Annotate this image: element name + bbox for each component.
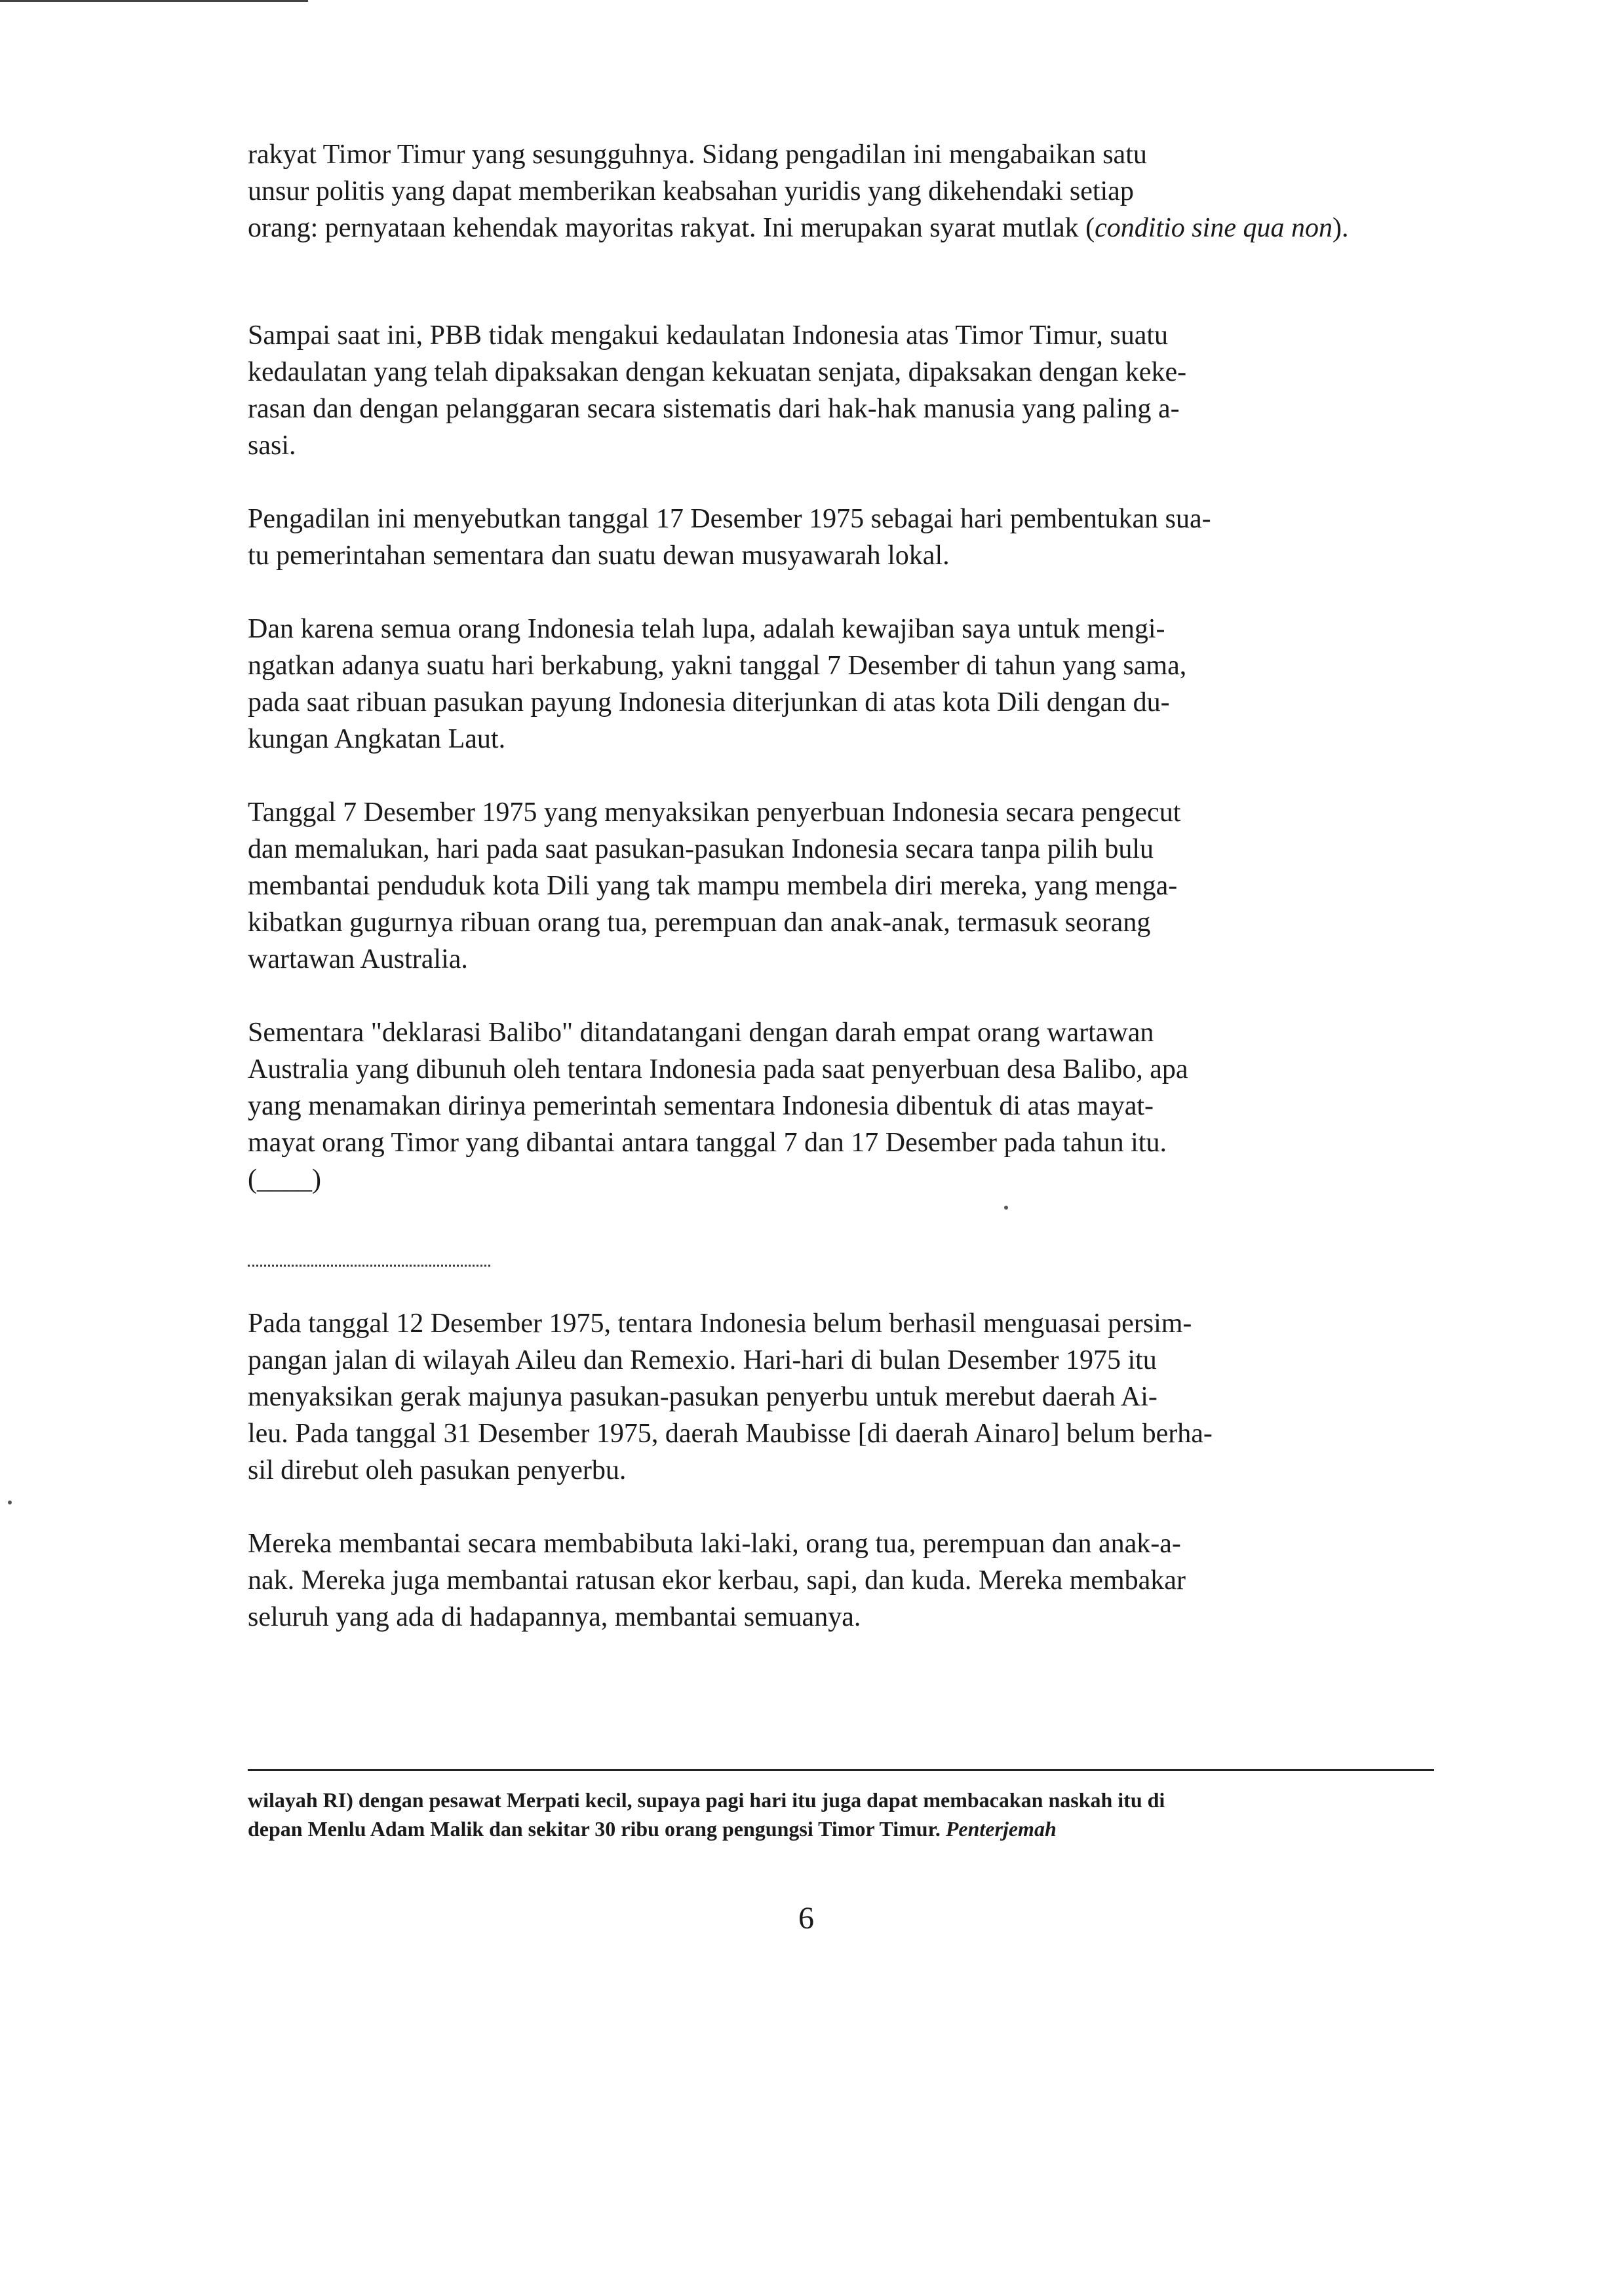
- footnote-line: wilayah RI) dengan pesawat Merpati kecil, supaya pagi hari itu juga dapat membacakan naskah itu di: [248, 1788, 1165, 1812]
- text-line: kibatkan gugurnya ribuan orang tua, perempuan dan anak-anak, termasuk seorang: [248, 908, 1151, 938]
- paragraph-1: [248, 136, 1434, 246]
- scan-speck: [1004, 1206, 1008, 1210]
- text-line: unsur politis yang dapat memberikan keabsahan yuridis yang dikehendaki setiap: [248, 176, 1134, 206]
- text-line: Pengadilan ini menyebutkan tanggal 17 Desember 1975 sebagai hari pembentukan sua-: [248, 504, 1211, 534]
- paragraph-6: [248, 1014, 1434, 1198]
- paragraph-7: [248, 1305, 1434, 1489]
- paragraph-4: [248, 611, 1434, 757]
- footnote-rule: [248, 1769, 1434, 1771]
- text-line: Sampai saat ini, PBB tidak mengakui kedaulatan Indonesia atas Timor Timur, suatu: [248, 320, 1169, 351]
- section-separator: [248, 1265, 490, 1267]
- text-line: nak. Mereka juga membantai ratusan ekor kerbau, sapi, dan kuda. Mereka membakar: [248, 1565, 1186, 1596]
- text-line: pangan jalan di wilayah Aileu dan Remexio. Hari-hari di bulan Desember 1975 itu: [248, 1345, 1157, 1375]
- text-line: kedaulatan yang telah dipaksakan dengan kekuatan senjata, dipaksakan dengan keke-: [248, 357, 1187, 387]
- text-line: membantai penduduk kota Dili yang tak mampu membela diri mereka, yang menga-: [248, 871, 1178, 901]
- text-line: Mereka membantai secara membabibuta laki-laki, orang tua, perempuan dan anak-a-: [248, 1529, 1181, 1559]
- text-line: rakyat Timor Timur yang sesungguhnya. Sidang pengadilan ini mengabaikan satu: [248, 140, 1147, 170]
- text-line: Dan karena semua orang Indonesia telah lupa, adalah kewajiban saya untuk mengi-: [248, 614, 1165, 644]
- text-line: Pada tanggal 12 Desember 1975, tentara Indonesia belum berhasil menguasai persim-: [248, 1309, 1192, 1339]
- text-line: wartawan Australia.: [248, 944, 468, 974]
- paragraph-3: [248, 501, 1434, 574]
- text-line: pada saat ribuan pasukan payung Indonesia diterjunkan di atas kota Dili dengan du-: [248, 687, 1170, 718]
- paragraph-2: [248, 317, 1434, 464]
- text-line: Tanggal 7 Desember 1975 yang menyaksikan penyerbuan Indonesia secara pengecut: [248, 797, 1181, 828]
- text-line: tu pemerintahan sementara dan suatu dewan musyawarah lokal.: [248, 541, 950, 571]
- text-line: orang: pernyataan kehendak mayoritas rakyat. Ini merupakan syarat mutlak (conditio sine qua non).: [248, 213, 1349, 243]
- footnote-signature: Penterjemah: [945, 1817, 1057, 1841]
- footnote: [248, 1786, 1434, 1843]
- text-line: menyaksikan gerak majunya pasukan-pasukan penyerbu untuk merebut daerah Ai-: [248, 1382, 1158, 1412]
- text-line: leu. Pada tanggal 31 Desember 1975, daerah Maubisse [di daerah Ainaro] belum berha-: [248, 1419, 1213, 1449]
- text-line: Sementara "deklarasi Balibo" ditandatangani dengan darah empat orang wartawan: [248, 1018, 1154, 1048]
- text-line: ngatkan adanya suatu hari berkabung, yakni tanggal 7 Desember di tahun yang sama,: [248, 651, 1187, 681]
- scan-speck: [8, 1501, 12, 1504]
- text-line: rasan dan dengan pelanggaran secara sistematis dari hak-hak manusia yang paling a-: [248, 394, 1180, 424]
- text-line: sasi.: [248, 430, 296, 461]
- text-line: mayat orang Timor yang dibantai antara tanggal 7 dan 17 Desember pada tahun itu.: [248, 1128, 1167, 1158]
- text-line: sil direbut oleh pasukan penyerbu.: [248, 1455, 627, 1485]
- text-line: seluruh yang ada di hadapannya, membantai semuanya.: [248, 1602, 861, 1632]
- footnote-line: depan Menlu Adam Malik dan sekitar 30 ribu orang pengungsi Timor Timur. Penterjemah: [248, 1817, 1057, 1841]
- text-line: dan memalukan, hari pada saat pasukan-pasukan Indonesia secara tanpa pilih bulu: [248, 834, 1154, 864]
- italic-phrase: conditio sine qua non: [1095, 213, 1333, 243]
- scan-edge-mark: [0, 0, 308, 2]
- text-line: kungan Angkatan Laut.: [248, 724, 506, 754]
- paragraph-5: [248, 794, 1434, 978]
- text-line: (____): [248, 1164, 321, 1195]
- page-number: 6: [798, 1901, 814, 1936]
- text-line: yang menamakan dirinya pemerintah sementara Indonesia dibentuk di atas mayat-: [248, 1091, 1154, 1121]
- paragraph-8: [248, 1525, 1434, 1636]
- text-line: Australia yang dibunuh oleh tentara Indonesia pada saat penyerbuan desa Balibo, apa: [248, 1054, 1188, 1084]
